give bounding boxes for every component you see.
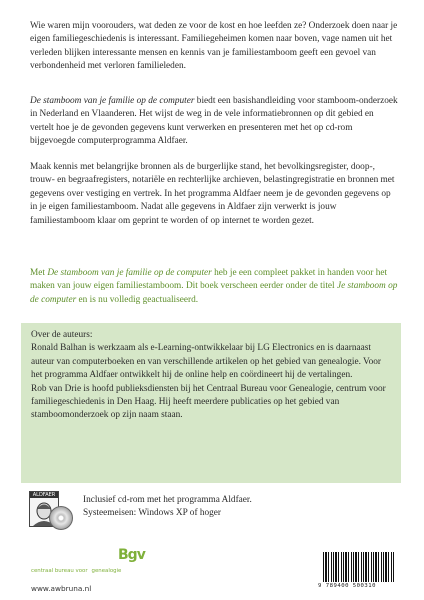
intro-paragraph: Wie waren mijn voorouders, wat deden ze voor de kost en hoe leefden ze? Onderzoek doen naar je eigen familiegeschiedenis is interessant. Familiegeheimen komen naar boven, vage namen uit het verleden blijken interessante mensen en kennis van je familiestamboom geeft een gevoel van verbondenheid met verloren familieleden. <box>30 21 398 72</box>
sources-paragraph: Maak kennis met belangrijke bronnen als de burgerlijke stand, het bevolkingsregister, doop-, trouw- en begraafregisters, notariële en rechterlijke archieven, belastingregistratie en bronnen met gegevens over vestiging en vertrek. In het programma Aldfaer neem je de gevonden gegevens op in je eigen familiestamboom. Nadat alle gegevens in Aldfaer zijn verwerkt is jouw familiestamboom klaar om geprint te worden of op internet te worden gezet. <box>30 162 395 226</box>
book-description-paragraph: De stamboom van je familie op de computer biedt een basishandleiding voor stamboom-onderzoek in Nederland en Vlaanderen. Het wijst de weg in de vele informatiebronnen op dit gebied en vertelt hoe je de gevonden gegevens kunt verwerken en presenteren met het op cd-rom bijgevoegde computerprogramma Aldfaer. <box>30 96 398 147</box>
cbg-wordmark: centraal bureau voor genealogie <box>31 568 122 574</box>
cd-included-text: Inclusief cd-rom met het programma Aldfaer. <box>83 495 252 505</box>
authors-heading: Over de auteurs: <box>31 330 93 340</box>
barcode-number: 9 789400 500310 <box>318 583 377 589</box>
book-title-2: De stamboom van je familie op de computer <box>47 268 212 278</box>
package-paragraph: Met De stamboom van je familie op de computer heb je een compleet pakket in handen voor het maken van jouw eigen familiestamboom. Dit boek verscheen eerder onder de titel Je stamboom op de computer en is nu volledig geactualiseerd. <box>30 268 398 305</box>
system-requirements-text: Systeemeisen: Windows XP of hoger <box>83 508 222 519</box>
cbg-logo-icon: Bgv <box>118 547 145 563</box>
previous-title: Je stamboom op de computer <box>30 281 398 305</box>
barcode-icon <box>323 552 395 582</box>
authors-box <box>21 323 401 483</box>
cd-rom-icon <box>49 506 73 530</box>
aldfaer-logo-text: ALDFAER <box>30 492 58 498</box>
book-title: De stamboom van je familie op de computer <box>30 96 195 106</box>
author-bio-balhan: Ronald Balhan is werkzaam als e-Learning-ontwikkelaar bij LG Electronics en is daarnaast auteur van computerboeken en van verschillende artikelen op het gebied van genealogie. Voor het programma Aldfaer ontwikkelt hij de online help en coördineert hij de vertalingen. <box>31 343 381 381</box>
cd-info <box>83 494 252 521</box>
publisher-website: www.awbruna.nl <box>31 584 92 593</box>
author-bio-van-drie: Rob van Drie is hoofd publieksdiensten bij het Centraal Bureau voor Genealogie, centrum voor familiegeschiedenis in Den Haag. Hij heeft meerdere publicaties op het gebied van stamboomonderzoek op zijn naam staan. <box>31 383 386 421</box>
